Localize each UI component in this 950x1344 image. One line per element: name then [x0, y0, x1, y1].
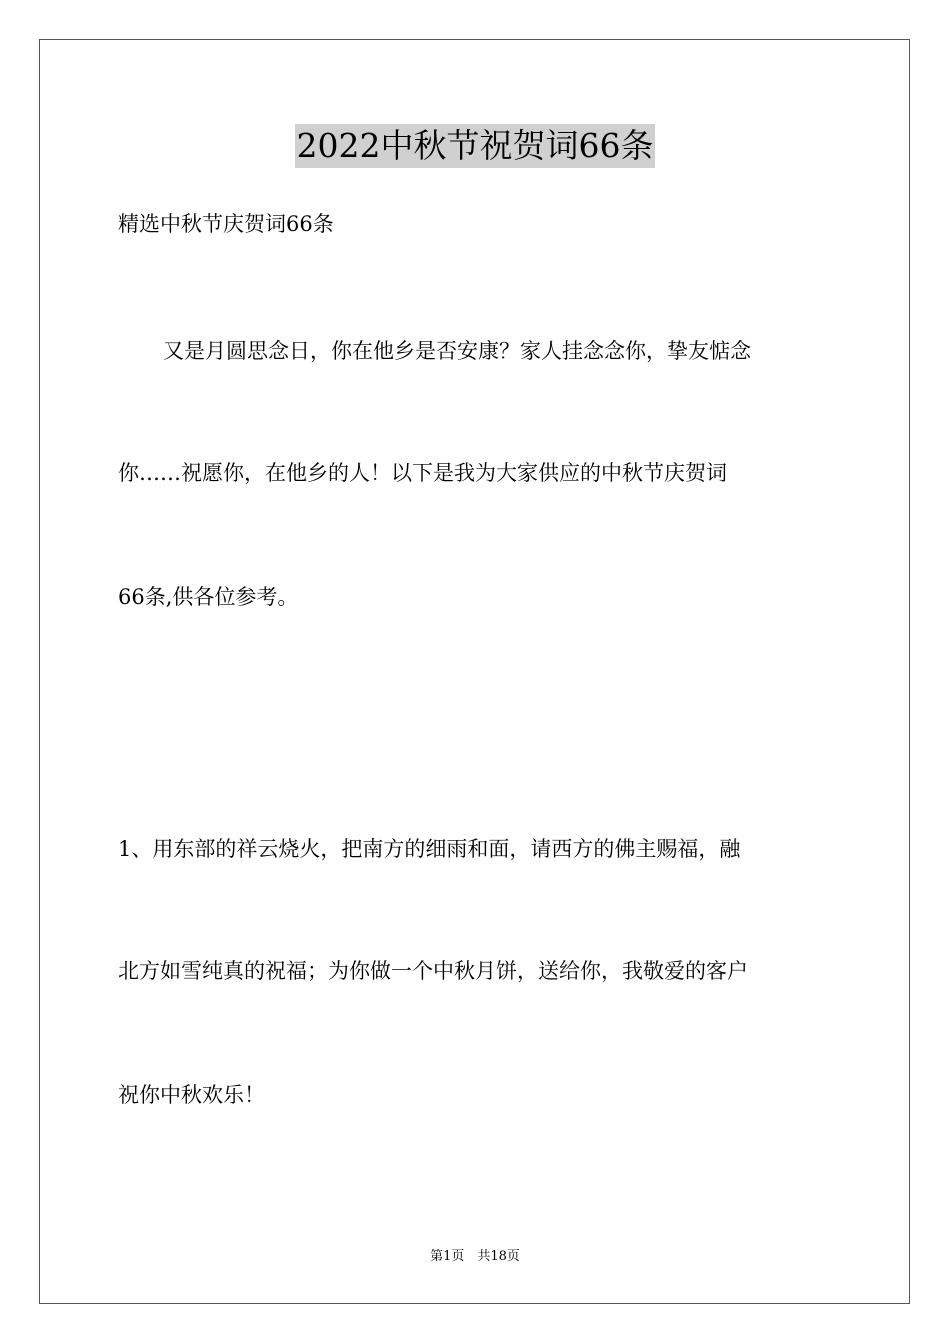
item-1-line-2: 北方如雪纯真的祝福；为你做一个中秋月饼，送给你，我敬爱的客户	[118, 959, 748, 983]
intro-line-1: 又是月圆思念日，你在他乡是否安康？家人挂念念你，挚友惦念	[163, 339, 751, 363]
page-number-footer: 第1页 共18页	[430, 1249, 520, 1264]
document-title: 2022中秋节祝贺词66条	[295, 124, 656, 168]
document-subtitle: 精选中秋节庆贺词66条	[118, 212, 334, 236]
item-1-line-3: 祝你中秋欢乐！	[118, 1083, 265, 1107]
intro-line-3: 66条,供各位参考。	[118, 585, 299, 609]
title-container	[0, 124, 950, 168]
item-1-line-1: 1、用东部的祥云烧火，把南方的细雨和面，请西方的佛主赐福，融	[118, 837, 741, 861]
intro-line-2: 你……祝愿你，在他乡的人！以下是我为大家供应的中秋节庆贺词	[118, 461, 727, 485]
